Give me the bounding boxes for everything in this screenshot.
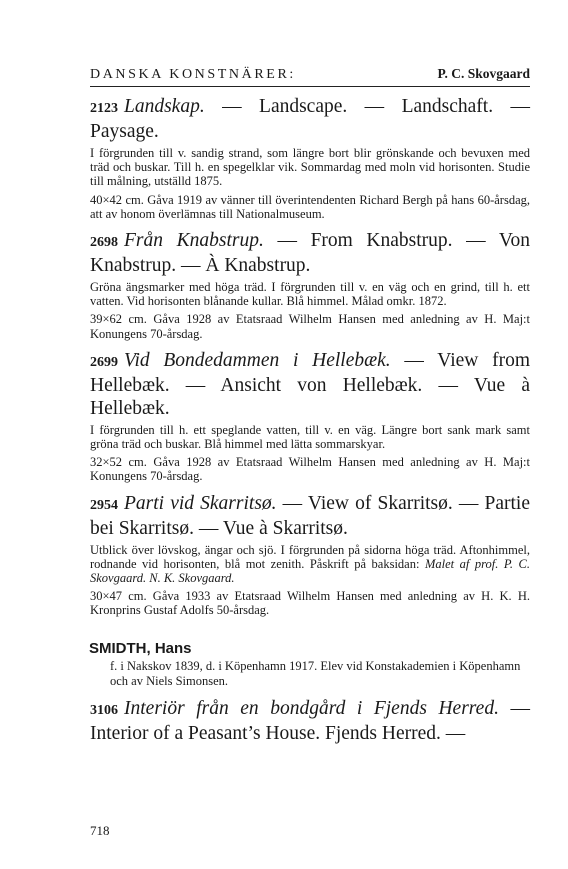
entry-title-translations: — Landscape. — Landschaft. — Paysage. [90,96,530,142]
entry-title [90,349,530,420]
entry-title-translations: — Interior of a Peasant’s House. Fjends Herred. — [90,697,531,744]
artist-running-title: P. C. Skovgaard [437,66,530,81]
entry-number: 2699 [90,354,118,370]
entry-title-original: Parti vid Skarritsø. [124,492,277,514]
entry-number: 2954 [90,497,118,513]
entry-title-original: Landskap. [124,96,205,117]
catalog-entry [90,229,530,341]
artist-section [90,640,530,689]
entry-title-translations: — View of Skarritsø. — Partie bei Skarritsø. — Vue à Skarritsø. [90,492,531,539]
artist-biography: f. i Nakskov 1839, d. i Köpenhamn 1917. Elev vid Konstakademien i Köpenhamn och av Niels Simonsen. [110,658,521,688]
entry-provenance: 30×47 cm. Gåva 1933 av Etatsraad Wilhelm Hansen med anledning av H. K. H. Kronprins Gustaf Adolfs 50-årsdag. [90,589,530,618]
entry-provenance: 32×52 cm. Gåva 1928 av Etatsraad Wilhelm Hansen med anledning av H. Maj:t Konungens 70-årsdag. [90,455,530,484]
entry-title [90,697,530,745]
entry-title-original: Interiör från en bondgård i Fjends Herred. [124,697,499,719]
entry-title-original: Vid Bondedammen i Hellebæk. [124,349,391,371]
entry-number: 2698 [90,235,118,251]
catalog-entry [90,492,530,618]
entry-inscription: Malet af prof. P. C. Skovgaard. N. K. Skovgaard. [90,556,530,586]
section-title: DANSKA KONSTNÄRER: [90,67,296,82]
entry-title [90,229,530,277]
entry-title-translations: — View from Hellebæk. — Ansicht von Hellebæk. — Vue à Hellebæk. [90,349,531,419]
entry-title [90,492,530,540]
catalog-entry [90,697,530,745]
catalog-content [90,95,530,753]
entry-number: 3106 [90,702,118,718]
artist-name: SMIDTH, Hans [89,639,192,657]
entry-provenance: 39×62 cm. Gåva 1928 av Etatsraad Wilhelm Hansen med anledning av H. Maj:t Konungens 70-årsdag. [90,312,530,341]
header-rule [90,86,530,87]
entry-description [90,543,530,586]
entry-provenance: 40×42 cm. Gåva 1919 av vänner till överintendenten Richard Bergh på hans 60-årsdag, att av honom överlämnas till Nationalmuseum. [90,192,530,221]
entry-description: I förgrunden till v. sandig strand, som längre bort blir grönskande och bevuxen med träd och buskar. Till h. en spegelklar vik. Sommardag med moln vid horisonten. Studie till målning, utställd 1875. [90,146,530,189]
entry-description-text: Utblick över lövskog, ängar och sjö. I förgrunden på sidorna höga träd. Aftonhimmel, rodnande vid horisonten, blå mot zenith. Påskrift på baksidan: [90,542,530,571]
entry-title-translations: — From Knabstrup. — Von Knabstrup. — À Knabstrup. [90,230,530,277]
entry-title-original: Från Knabstrup. [124,230,264,252]
running-header [90,66,530,83]
entry-number: 2123 [90,101,118,116]
catalog-entry [90,349,530,484]
catalog-entry [90,95,530,221]
entry-description: Gröna ängsmarker med höga träd. I förgrunden till v. en väg och en grind, till h. ett vatten. Vid horisonten blånande kullar. Blå himmel. Målad omkr. 1872. [90,280,530,309]
entry-description: I förgrunden till h. ett speglande vatten, till v. en väg. Längre bort sank mark samt gröna träd och buskar. Blå himmel med lätta sommarskyar. [90,422,530,452]
entry-title [90,95,530,143]
page-number: 718 [90,823,110,838]
